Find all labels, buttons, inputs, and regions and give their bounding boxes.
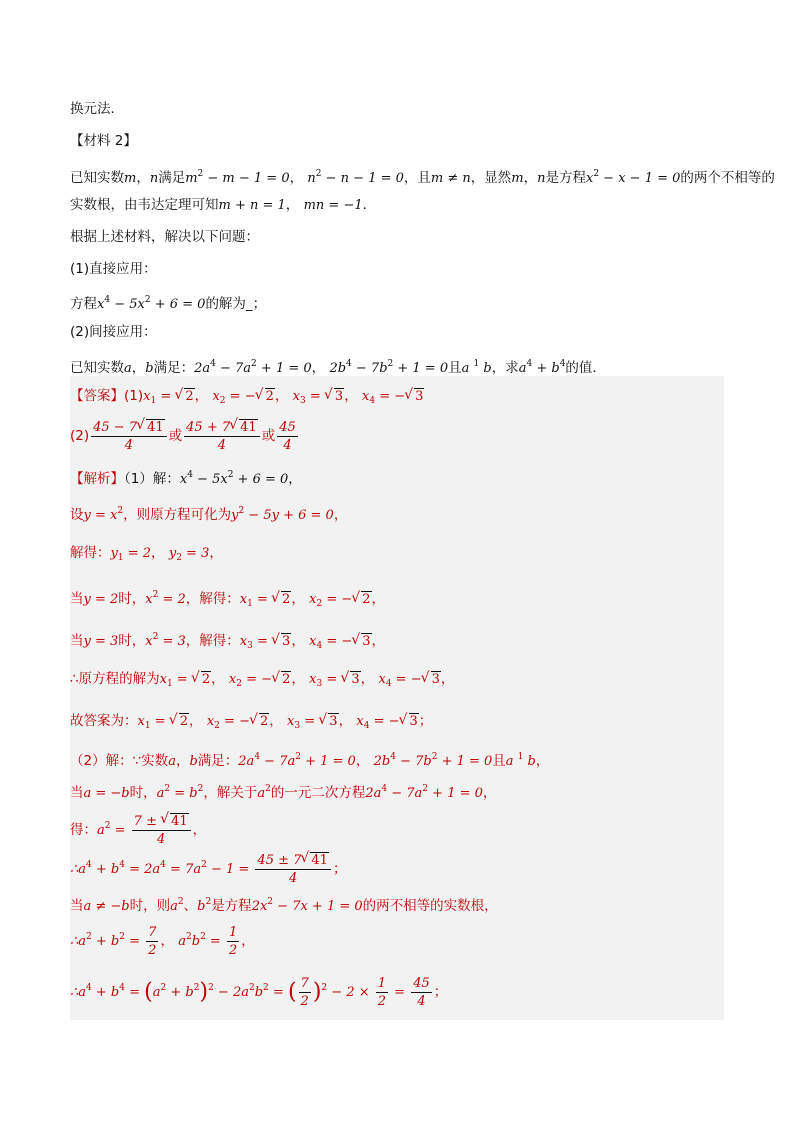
math: $x^2 = 2$ — [145, 590, 186, 607]
math: b — [189, 754, 198, 769]
text: 已知实数 — [70, 170, 124, 186]
analysis-line-11: $\therefore a^4 + b^4 = 2a^4 = 7a^2 - 1$ = $\frac{45 \pm 7√ 41}{4}$ ； — [70, 847, 346, 888]
math: $2b^4 - 7b^2 + 1 = 0$ — [329, 359, 449, 376]
math: mn = −1 — [303, 198, 363, 213]
fraction: $\frac{45 + 7√ 41}{4}$ — [184, 419, 260, 454]
math: $y_1 = 2$ — [110, 546, 152, 563]
text: 设 — [70, 507, 84, 523]
text: (1) — [124, 388, 144, 404]
math: b — [145, 361, 154, 376]
math: $2b^4 - 7b^2 + 1 = 0$ — [373, 752, 493, 769]
text: 的两个不相等的 — [680, 170, 775, 186]
math: $\therefore a^4 + b^4 = (a^2 + b^2)^2 - 2a^2b^2$ = ( — [70, 979, 297, 1005]
text: 满足： — [153, 360, 195, 376]
math: a — [124, 361, 132, 376]
math: $y_2 = 3$ — [168, 546, 210, 563]
text: 的一元二次方程 — [270, 785, 366, 801]
fraction: $\frac{1}{2}$ — [228, 924, 238, 958]
analysis-line-2: 设$y = x^2$，则原方程可化为$y^2 - 5y + 6 = 0$， — [70, 506, 348, 523]
intro-line-8: (2)间接应用： — [70, 324, 157, 340]
text: 时， — [129, 785, 157, 801]
text: 或 — [168, 428, 183, 444]
math: a $^1$ b — [461, 359, 492, 376]
text: （2）解：∵实数 — [70, 753, 169, 769]
text: ， — [274, 388, 289, 404]
text: 且 — [492, 753, 506, 769]
text: ， — [175, 753, 190, 769]
math: a ≠ −b — [83, 899, 130, 914]
math: $x_3$ = √ 3 — [240, 634, 292, 649]
analysis-line-1: 【解析】（1）解：$x^4 - 5x^2 + 6 = 0$， — [70, 470, 302, 487]
analysis-line-8: （2）解：∵实数a，b满足：$2a^4 - 7a^2 + 1 = 0$， $2b^4 - 7b^2 + 1 = 0$且a $^1$ b， — [70, 752, 550, 769]
analysis-line-5: 当y = 3时，$x^2 = 3$，解得：$x_3$ = √ 3， $x_4$ = −√ 3， — [70, 626, 385, 657]
fraction: $\frac{45}{4}$ — [279, 419, 296, 453]
math: $x_2$ = −√ 2 — [229, 672, 291, 687]
text: ， — [131, 360, 146, 376]
fraction: $\frac{1}{2}$ — [377, 975, 387, 1009]
text: 当 — [70, 785, 84, 801]
math: $a^2$ — [257, 784, 271, 801]
text: ，且 — [403, 170, 431, 186]
answer-line-2 — [70, 418, 300, 454]
math: $x_4$ = −√ 3 — [356, 714, 418, 729]
math: $b^2$ — [197, 897, 212, 914]
math: $x_3$ = √ 3 — [293, 389, 345, 404]
math: $x_4$ = −√ 3 — [362, 389, 424, 404]
math: m + n = 1 — [218, 198, 286, 213]
text: 当 — [70, 591, 84, 607]
fraction: $\frac{45 - 7√ 41}{4}$ — [91, 419, 167, 454]
analysis-label: 【解析】 — [70, 471, 124, 487]
text: 得： — [70, 822, 97, 838]
text: ， — [311, 360, 326, 376]
math: $2a^4 - 7a^2 + 1 = 0$ — [365, 784, 483, 801]
text: ，则原方程可化为 — [123, 507, 232, 523]
analysis-line-4: 当y = 2时，$x^2 = 2$，解得：$x_1$ = √ 2， $x_2$ = −√ 2， — [70, 584, 385, 615]
math: $a^2b^2$ = — [178, 932, 225, 949]
math: $y = x^2$ — [83, 506, 124, 523]
text: 实数根，由韦达定理可知 — [70, 197, 219, 213]
text: 已知实数 — [70, 360, 124, 376]
text: 当 — [70, 898, 84, 914]
math: $\therefore a^4 + b^4 = 2a^4 = 7a^2 - 1$ = — [70, 860, 254, 877]
math: $x_4$ = −√ 3 — [378, 672, 440, 687]
text: ． — [362, 197, 377, 213]
math: $x^2 = 3$ — [145, 632, 186, 649]
math: $2a^4 - 7a^2 + 1 = 0$ — [194, 359, 312, 376]
math: $a^4 + b^4$ — [518, 359, 566, 376]
intro-line-6: (1)直接应用： — [70, 261, 157, 277]
math: y = 2 — [83, 592, 119, 607]
text: 的解为_； — [205, 296, 267, 312]
text: 的两不相等的实数根， — [362, 898, 498, 914]
text: ，求 — [491, 360, 519, 376]
math: $y^2 - 5y + 6 = 0$ — [231, 506, 334, 523]
intro-line-5: 根据上述材料，解决以下问题： — [70, 229, 259, 245]
analysis-line-13: $\therefore a^2 + b^2$ = $\frac{7}{2}$ ， $a^2b^2$ = $\frac{1}{2}$ ， — [70, 924, 255, 958]
text: 时， — [118, 633, 146, 649]
text: ，显然 — [470, 170, 512, 186]
math: a — [168, 754, 176, 769]
answer-line-1 — [70, 385, 424, 412]
text: ， — [523, 170, 538, 186]
text: ∴原方程的解为 — [70, 671, 160, 687]
text: (2) — [70, 428, 90, 444]
math: $x_3$ = √ 3 — [309, 672, 361, 687]
text: ， — [344, 388, 358, 404]
fraction: $\frac{45 \pm 7√ 41}{4}$ — [255, 852, 331, 887]
math: $x_2$ = −√ 2 — [309, 592, 371, 607]
math: m — [511, 171, 524, 186]
text: ，解得： — [185, 633, 240, 649]
intro-line-7 — [70, 289, 266, 316]
text: ，解关于 — [203, 785, 258, 801]
intro-line-3 — [70, 163, 775, 190]
text: ，解得： — [185, 591, 240, 607]
analysis-line-6: ∴原方程的解为$x_1$ = √ 2， $x_2$ = −√ 2， $x_3$ = √ 3， $x_4$ = −√ 3， — [70, 668, 454, 695]
text: 、 — [183, 898, 198, 914]
math: $x_1$ = √ 2 — [138, 714, 190, 729]
text: ， — [289, 170, 304, 186]
math: $a^2$ — [170, 897, 184, 914]
text: 的值． — [565, 360, 606, 376]
text: 时，则 — [129, 898, 171, 914]
analysis-line-14: $\therefore a^4 + b^4 = (a^2 + b^2)^2 - 2a^2b^2$ = ( $\frac{7}{2}$ )$^2$ − 2 × $\frac{1}{2}$ = $\frac{45}{4}$ ； — [70, 975, 448, 1009]
analysis-line-9: 当a = −b时，$a^2 = b^2$，解关于$a^2$的一元二次方程$2a^4 - 7a^2 + 1 = 0$， — [70, 784, 497, 801]
analysis-line-10: 得：$a^2$ = $\frac{7 \pm √ 41}{4}$ ， — [70, 808, 206, 849]
fraction: $\frac{7 \pm √ 41}{4}$ — [132, 813, 191, 848]
intro-line-4 — [70, 194, 376, 217]
text: 或 — [261, 428, 276, 444]
math: n — [149, 171, 159, 186]
analysis-line-12 — [70, 891, 498, 918]
math: $x^2 - x - 1 = 0$ — [585, 169, 681, 186]
text: 是方程 — [211, 898, 252, 914]
math: $a^2$ = — [97, 821, 130, 838]
math: $\therefore a^2 + b^2$ = — [70, 932, 145, 949]
math: $x_1$ = √ 2 — [240, 592, 292, 607]
math: $x_1$ = √ 2 — [143, 389, 195, 404]
text: 时， — [118, 591, 146, 607]
text: 故答案为： — [70, 713, 138, 729]
math: $n^2 - n - 1 = 0$ — [307, 169, 404, 186]
analysis-line-7: 故答案为：$x_1$ = √ 2， $x_2$ = −√ 2， $x_3$ = √ 3， $x_4$ = −√ 3； — [70, 710, 432, 737]
math: m ≠ n — [430, 171, 471, 186]
material-2-heading: 【材料 2】 — [70, 133, 137, 149]
text: ， — [285, 197, 300, 213]
text: ， — [194, 388, 209, 404]
math: $2a^4 - 7a^2 + 1 = 0$ — [238, 752, 356, 769]
text: 满足： — [197, 753, 239, 769]
fraction: $\frac{7}{2}$ — [300, 975, 309, 1009]
text: 当 — [70, 633, 84, 649]
math: $x^4 - 5x^2 + 6 = 0$ — [97, 295, 206, 312]
intro-line-1: 换元法． — [70, 101, 124, 117]
math: m — [124, 171, 137, 186]
math: $a^2 = b^2$ — [156, 784, 204, 801]
math: $x_3$ = √ 3 — [287, 714, 339, 729]
math: y = 3 — [83, 634, 119, 649]
text: （1）解： — [124, 471, 180, 487]
math: $x_2$ = −√ 2 — [212, 389, 274, 404]
text: 方程 — [70, 296, 97, 312]
math: $2x^2 - 7x + 1 = 0$ — [251, 897, 363, 914]
fraction: $\frac{7}{2}$ — [148, 924, 157, 958]
fraction: $\frac{45}{4}$ — [413, 975, 430, 1009]
math: a $^1$ b — [505, 752, 536, 769]
text: ， — [355, 753, 370, 769]
math: a = −b — [83, 786, 130, 801]
math: $x_1$ = √ 2 — [160, 672, 212, 687]
math: $x_4$ = −√ 3 — [309, 634, 371, 649]
text: ， — [136, 170, 150, 186]
answer-label: 【答案】 — [70, 388, 124, 404]
text: 满足 — [158, 170, 186, 186]
math: n — [537, 171, 546, 186]
text: 是方程 — [545, 170, 586, 186]
math: $x^4 - 5x^2 + 6 = 0$ — [179, 470, 289, 487]
math: = — [390, 985, 410, 1000]
text: 且 — [448, 360, 462, 376]
analysis-line-3: 解得：$y_1 = 2$， $y_2 = 3$， — [70, 545, 223, 563]
text: 解得： — [70, 545, 111, 561]
math: $m^2 - m - 1 = 0$ — [185, 169, 290, 186]
math: )$^2$ − 2 × — [312, 979, 374, 1005]
math: $x_2$ = −√ 2 — [207, 714, 269, 729]
